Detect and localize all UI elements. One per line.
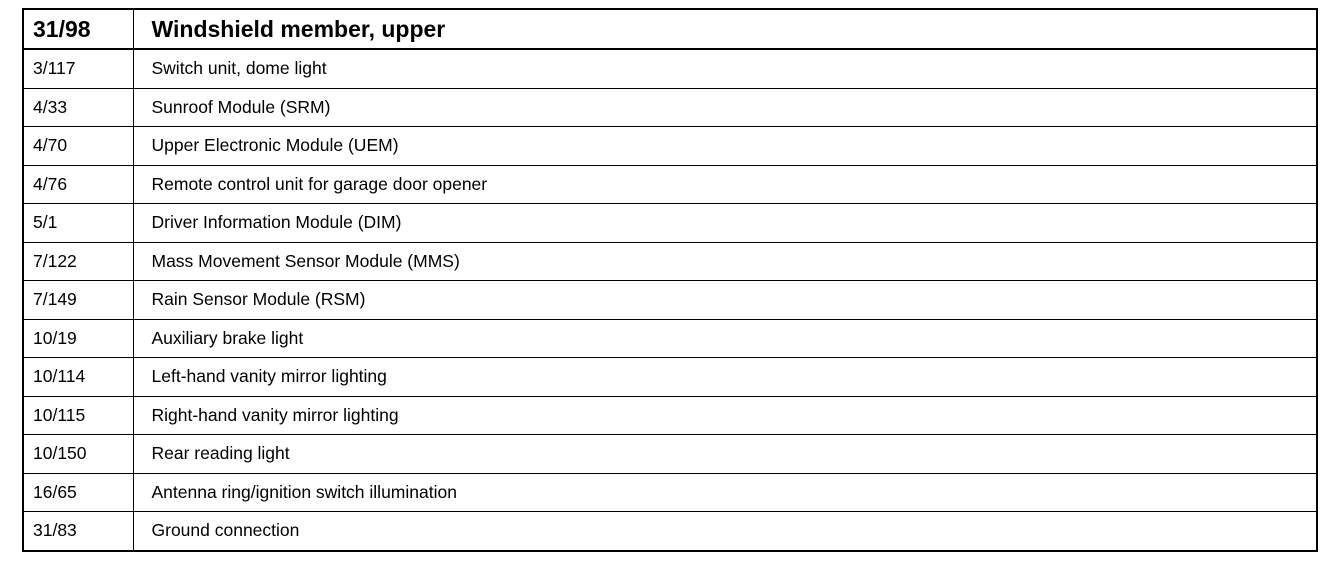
- row-description: Remote control unit for garage door opener: [133, 165, 1317, 204]
- table-row: [23, 88, 1317, 127]
- row-code: 3/117: [23, 49, 133, 88]
- row-description: Upper Electronic Module (UEM): [133, 127, 1317, 166]
- document-page: [0, 8, 1344, 562]
- table-row: [23, 319, 1317, 358]
- table-row: [23, 473, 1317, 512]
- table-row: [23, 165, 1317, 204]
- table-row: [23, 281, 1317, 320]
- row-description: Right-hand vanity mirror lighting: [133, 396, 1317, 435]
- row-code: 10/19: [23, 319, 133, 358]
- row-code: 7/149: [23, 281, 133, 320]
- table-row: [23, 204, 1317, 243]
- row-code: 16/65: [23, 473, 133, 512]
- row-code: 7/122: [23, 242, 133, 281]
- table-row: [23, 512, 1317, 551]
- row-code: 4/33: [23, 88, 133, 127]
- row-description: Antenna ring/ignition switch illumination: [133, 473, 1317, 512]
- table-row: [23, 396, 1317, 435]
- table-row: [23, 127, 1317, 166]
- row-description: Driver Information Module (DIM): [133, 204, 1317, 243]
- table-row: [23, 435, 1317, 474]
- row-code: 4/70: [23, 127, 133, 166]
- row-code: 4/76: [23, 165, 133, 204]
- row-description: Rear reading light: [133, 435, 1317, 474]
- table-row: [23, 358, 1317, 397]
- row-code: 10/150: [23, 435, 133, 474]
- row-code: 10/114: [23, 358, 133, 397]
- row-code: 31/83: [23, 512, 133, 551]
- header-description: Windshield member, upper: [133, 9, 1317, 49]
- row-description: Switch unit, dome light: [133, 49, 1317, 88]
- row-description: Auxiliary brake light: [133, 319, 1317, 358]
- row-description: Rain Sensor Module (RSM): [133, 281, 1317, 320]
- row-code: 10/115: [23, 396, 133, 435]
- row-code: 5/1: [23, 204, 133, 243]
- row-description: Mass Movement Sensor Module (MMS): [133, 242, 1317, 281]
- table-row: [23, 242, 1317, 281]
- component-table: [22, 8, 1318, 552]
- header-code: 31/98: [23, 9, 133, 49]
- row-description: Left-hand vanity mirror lighting: [133, 358, 1317, 397]
- row-description: Ground connection: [133, 512, 1317, 551]
- row-description: Sunroof Module (SRM): [133, 88, 1317, 127]
- table-row: [23, 49, 1317, 88]
- table-header-row: [23, 9, 1317, 49]
- table-body: [23, 9, 1317, 551]
